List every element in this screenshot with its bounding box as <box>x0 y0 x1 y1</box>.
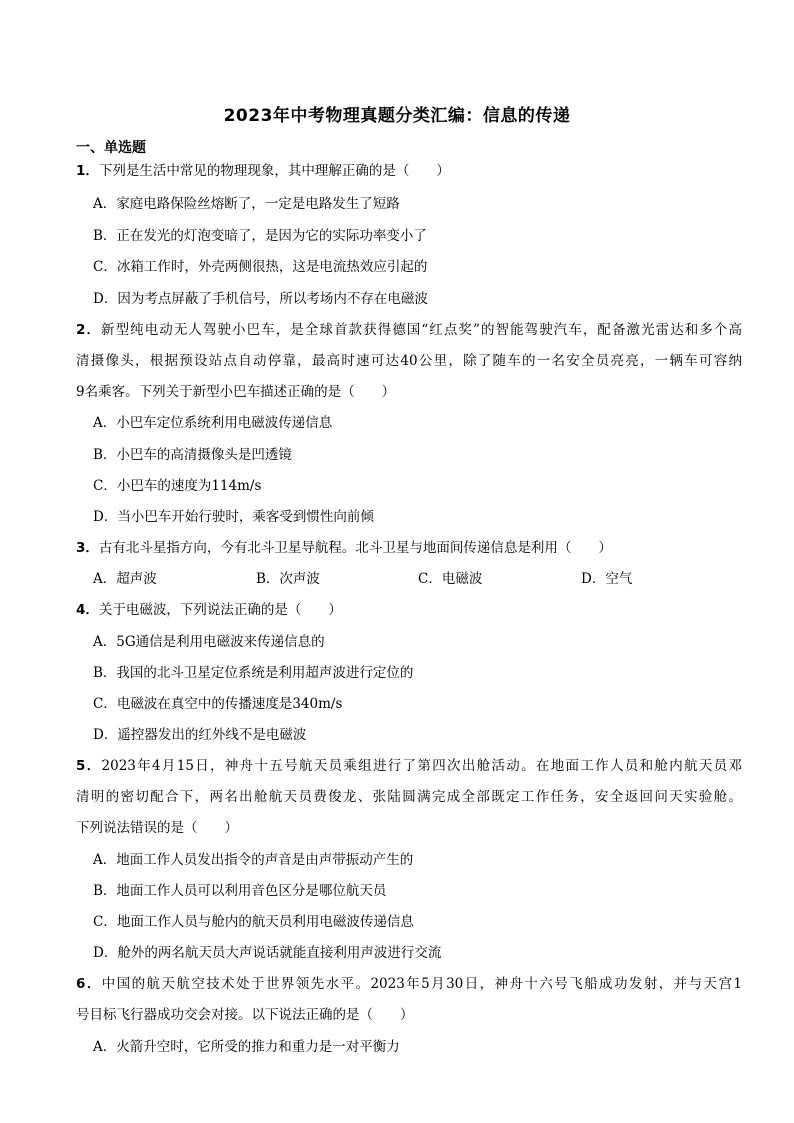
question-number: 4． <box>76 602 99 618</box>
option-a: A．5G通信是利用电磁波来传递信息的 <box>93 634 325 650</box>
question-2 <box>76 319 742 341</box>
option-b: B．地面工作人员可以利用音色区分是哪位航天员 <box>93 883 387 899</box>
question-stem: 古有北斗星指方向，今有北斗卫星导航程。北斗卫星与地面间传递信息是利用（ ） <box>98 540 612 556</box>
option-c: C．电磁波 <box>418 571 483 587</box>
section-heading: 一、单选题 <box>76 140 146 156</box>
option-a: A．火箭升空时，它所受的推力和重力是一对平衡力 <box>93 1039 400 1055</box>
option-b: B．次声波 <box>256 571 320 587</box>
question-stem-line-2: 清明的密切配合下，两名出舱航天员费俊龙、张陆圆满完成全部既定工作任务，安全返回问天实验舱。 <box>76 789 742 805</box>
option-a: A．超声波 <box>93 571 157 587</box>
question-number: 3． <box>76 540 99 556</box>
question-1 <box>76 160 450 182</box>
option-b: B．正在发光的灯泡变暗了，是因为它的实际功率变小了 <box>93 228 427 244</box>
question-number: 6． <box>76 976 102 992</box>
option-d: D．遥控器发出的红外线不是电磁波 <box>93 727 307 743</box>
question-stem-line-2: 清摄像头，根据预设站点自动停靠，最高时速可达40公里，除了随车的一名安全员亮亮，一辆车可容纳 <box>76 353 742 369</box>
question-stem-line-1: 中国的航天航空技术处于世界领先水平。2023年5月30日，神舟十六号飞船成功发射，并与天宫1 <box>101 976 742 992</box>
question-number: 1． <box>76 163 99 179</box>
question-3 <box>76 537 612 559</box>
option-d: D．当小巴车开始行驶时，乘客受到惯性向前倾 <box>93 509 374 525</box>
question-number: 2． <box>76 322 102 338</box>
option-c: C．小巴车的速度为114m/s <box>93 478 262 494</box>
question-number: 5． <box>76 758 102 774</box>
option-d: D．空气 <box>581 571 633 587</box>
question-stem-line-1: 新型纯电动无人驾驶小巴车，是全球首款获得德国“红点奖”的智能驾驶汽车，配备激光雷达和多个高 <box>101 322 742 338</box>
question-stem-line-3: 9名乘客。下列关于新型小巴车描述正确的是（ ） <box>76 384 396 400</box>
question-stem-line-3: 下列说法错误的是（ ） <box>76 820 238 836</box>
question-stem: 下列是生活中常见的物理现象，其中理解正确的是（ ） <box>98 163 450 179</box>
question-stem-line-1: 2023年4月15日，神舟十五号航天员乘组进行了第四次出舱活动。在地面工作人员和舱内航天员邓 <box>101 758 742 774</box>
option-a: A．地面工作人员发出指令的声音是由声带振动产生的 <box>93 852 414 868</box>
question-6 <box>76 973 742 995</box>
question-stem: 关于电磁波，下列说法正确的是（ ） <box>98 602 342 618</box>
option-b: B．小巴车的高清摄像头是凹透镜 <box>93 447 292 463</box>
option-c: C．电磁波在真空中的传播速度是340m/s <box>93 696 343 712</box>
page-title: 2023年中考物理真题分类汇编：信息的传递 <box>223 106 571 126</box>
option-b: B．我国的北斗卫星定位系统是利用超声波进行定位的 <box>93 665 414 681</box>
option-a: A．小巴车定位系统利用电磁波传递信息 <box>93 415 333 431</box>
question-5 <box>76 755 742 777</box>
option-a: A．家庭电路保险丝熔断了，一定是电路发生了短路 <box>93 196 400 212</box>
question-4 <box>76 599 342 621</box>
question-stem-line-2: 号目标飞行器成功交会对接。以下说法正确的是（ ） <box>76 1007 414 1023</box>
option-d: D．因为考点屏蔽了手机信号，所以考场内不存在电磁波 <box>93 291 428 307</box>
option-c: C．地面工作人员与舱内的航天员利用电磁波传递信息 <box>93 914 414 930</box>
option-c: C．冰箱工作时，外壳两侧很热，这是电流热效应引起的 <box>93 259 428 275</box>
option-d: D．舱外的两名航天员大声说话就能直接利用声波进行交流 <box>93 945 442 961</box>
